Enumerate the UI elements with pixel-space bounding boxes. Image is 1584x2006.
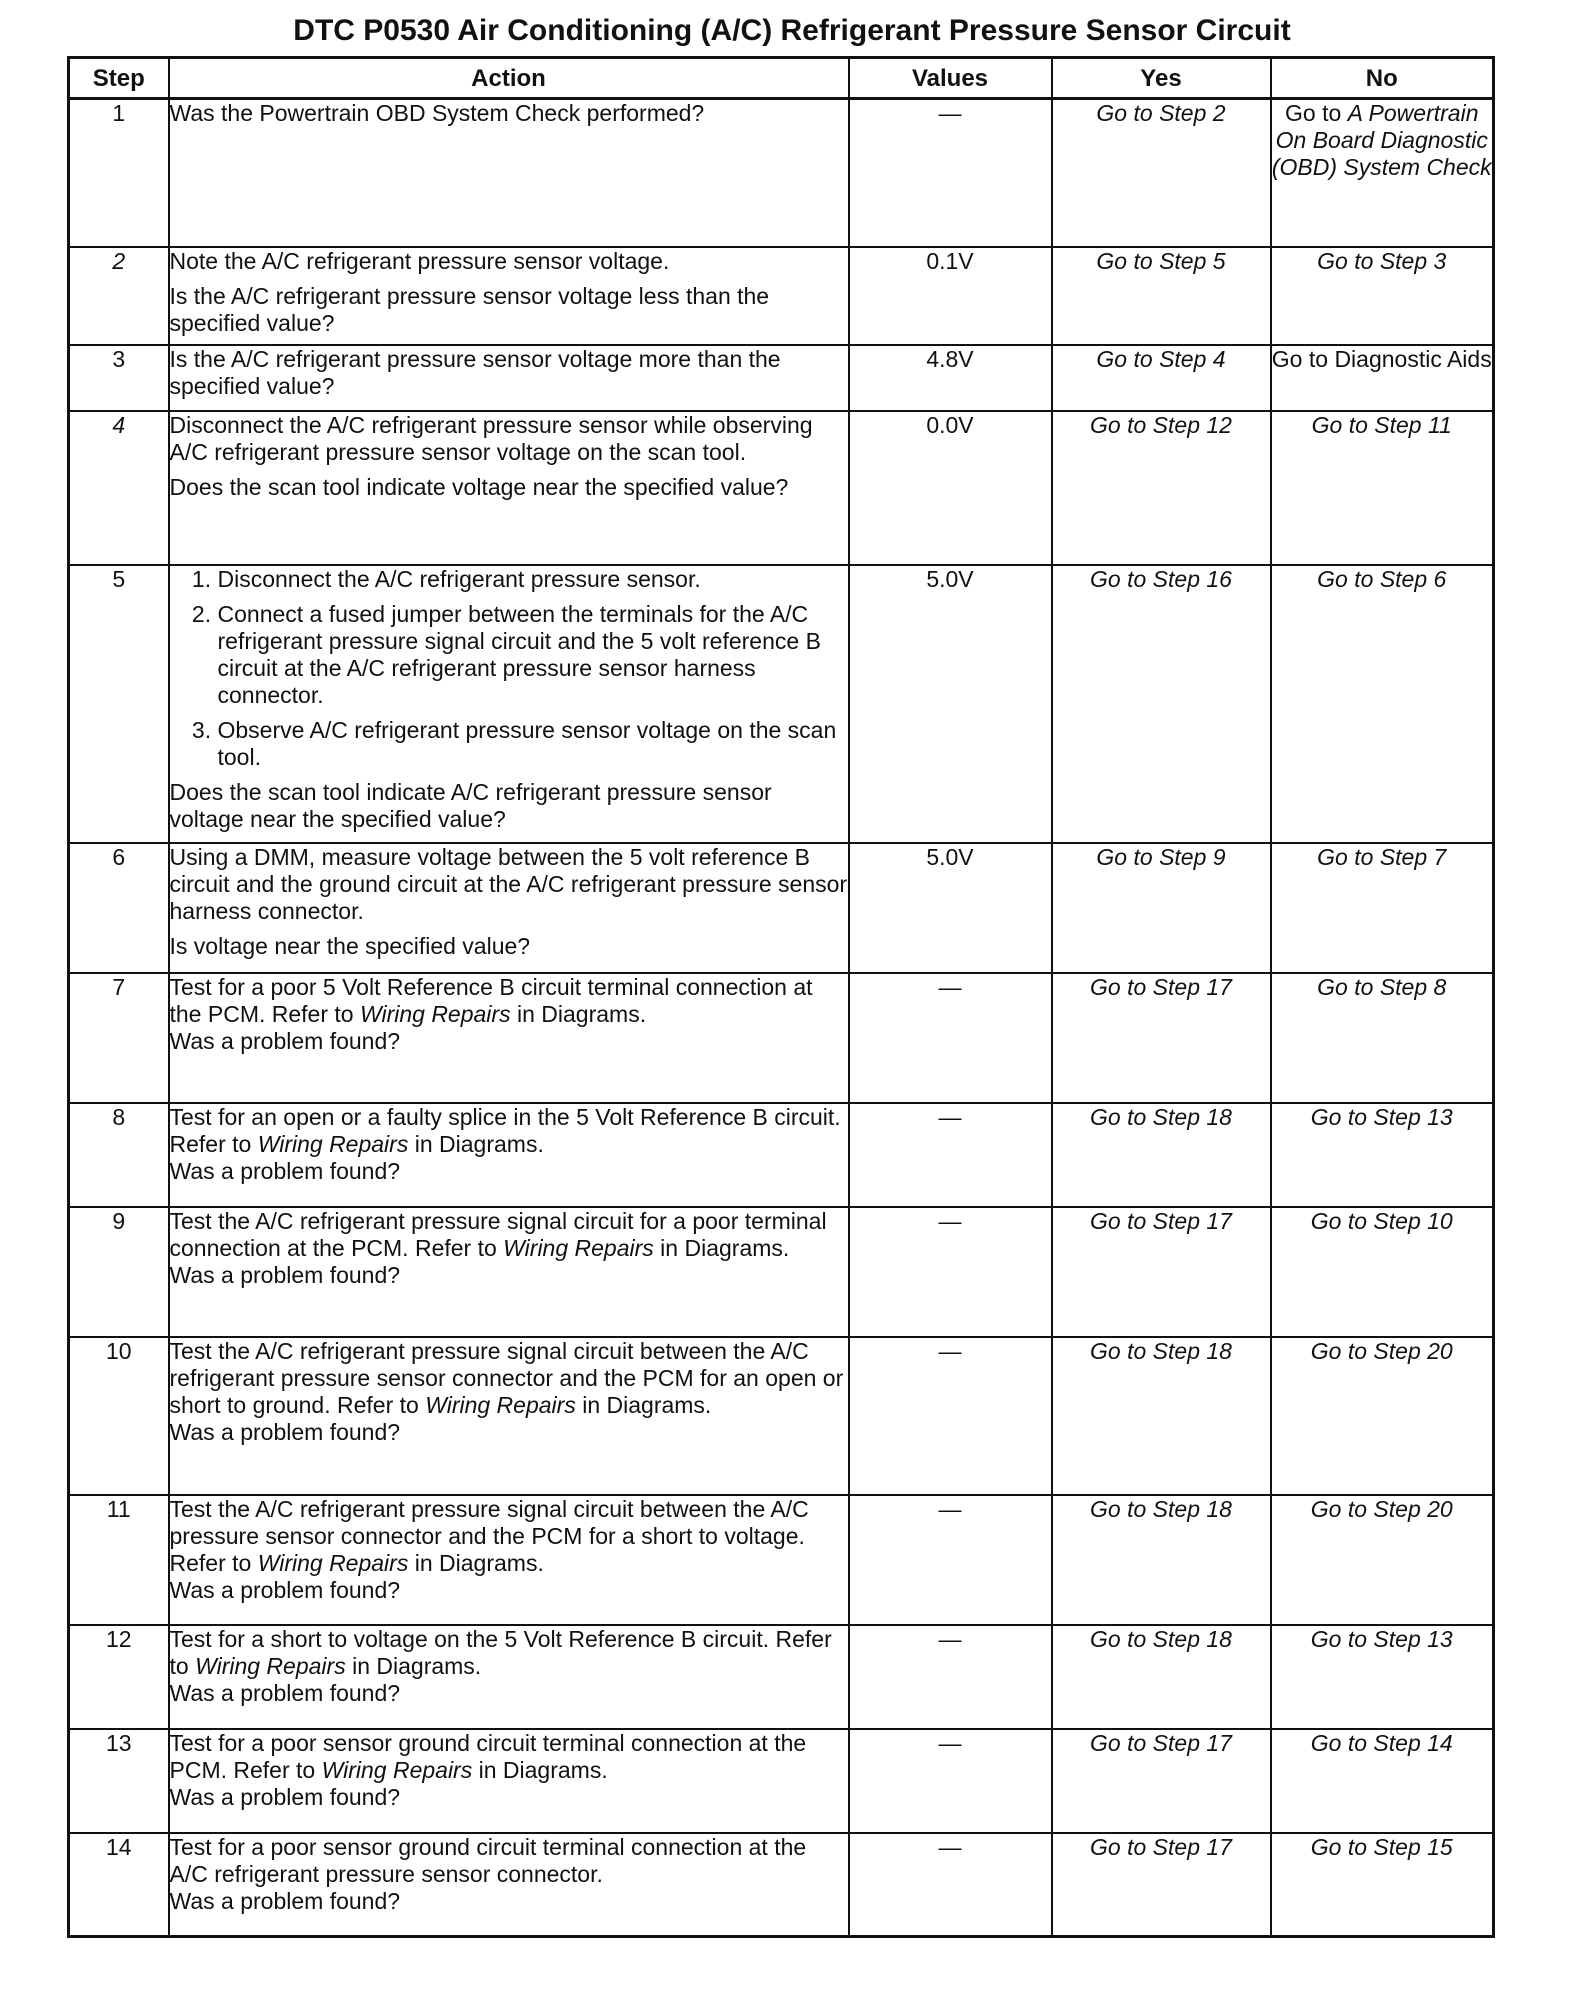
- value-cell: 5.0V: [849, 565, 1052, 843]
- yes-cell: Go to Step 17: [1052, 1833, 1271, 1937]
- no-cell: Go to Step 13: [1271, 1625, 1494, 1729]
- step-number: 14: [69, 1833, 169, 1937]
- step-number: 7: [69, 973, 169, 1103]
- yes-cell: Go to Step 5: [1052, 247, 1271, 345]
- value-cell: —: [849, 1103, 1052, 1207]
- action-text: Using a DMM, measure voltage between the 5 volt reference B circuit and the ground circuit at the A/C refrigerant pressure sensor harness connector.: [169, 843, 848, 924]
- value-cell: —: [849, 1495, 1052, 1625]
- procedure-step: 3. Observe A/C refrigerant pressure sensor voltage on the scan tool.: [218, 717, 848, 771]
- action-question: Does the scan tool indicate A/C refrigerant pressure sensor voltage near the specified value?: [169, 778, 772, 832]
- header-yes: Yes: [1052, 58, 1271, 99]
- action-cell: [169, 1833, 849, 1937]
- step-number: 5: [69, 565, 169, 843]
- yes-cell: Go to Step 18: [1052, 1625, 1271, 1729]
- no-cell: Go to Step 10: [1271, 1207, 1494, 1337]
- wiring-repairs-reference: Wiring Repairs: [257, 1549, 409, 1576]
- action-question: Was a problem found?: [169, 1783, 401, 1810]
- no-cell: Go to Step 3: [1271, 247, 1494, 345]
- action-text-part: Test the A/C refrigerant pressure signal circuit for a poor terminal connection at the PCM. Refer to: [169, 1207, 827, 1261]
- step-number: 3: [69, 345, 169, 411]
- action-text-part: in Diagrams.: [472, 1756, 608, 1783]
- action-text-part: in Diagrams.: [575, 1391, 712, 1418]
- action-text-part: in Diagrams.: [408, 1549, 544, 1576]
- value-cell: —: [849, 99, 1052, 247]
- page-title: DTC P0530 Air Conditioning (A/C) Refrigerant Pressure Sensor Circuit: [293, 14, 1291, 47]
- value-cell: 0.0V: [849, 411, 1052, 565]
- value-cell: —: [849, 1337, 1052, 1495]
- table-row: [69, 1337, 1494, 1495]
- wiring-repairs-reference: Wiring Repairs: [257, 1130, 409, 1157]
- wiring-repairs-reference: Wiring Repairs: [503, 1234, 654, 1261]
- no-cell: Go to Step 13: [1271, 1103, 1494, 1207]
- action-text: [170, 1730, 848, 1784]
- yes-cell: Go to Step 18: [1052, 1103, 1271, 1207]
- table-row: [69, 843, 1494, 973]
- step-number: 1: [69, 99, 169, 247]
- value-cell: 0.1V: [849, 247, 1052, 345]
- diagnostic-table: [67, 56, 1495, 1938]
- step-number: 10: [69, 1337, 169, 1495]
- step-number: 8: [69, 1103, 169, 1207]
- yes-cell: Go to Step 4: [1052, 345, 1271, 411]
- table-row: [69, 1103, 1494, 1207]
- action-question: Is the A/C refrigerant pressure sensor voltage less than the specified value?: [169, 282, 770, 336]
- action-text: [170, 974, 848, 1028]
- wiring-repairs-reference: Wiring Repairs: [425, 1391, 576, 1418]
- action-text-part: Test the A/C refrigerant pressure signal circuit between the A/C pressure sensor connector and the PCM for a short to voltage. Refer to: [169, 1495, 809, 1576]
- table-row: [69, 1833, 1494, 1937]
- no-cell: Go to Step 6: [1271, 565, 1494, 843]
- value-cell: —: [849, 1833, 1052, 1937]
- procedure-list: [170, 566, 848, 771]
- action-question: Was a problem found?: [169, 1418, 401, 1445]
- action-text: [170, 1208, 848, 1262]
- value-cell: —: [849, 1625, 1052, 1729]
- action-text-part: Test for a poor sensor ground circuit terminal connection at the PCM. Refer to: [169, 1729, 807, 1783]
- action-question: Is voltage near the specified value?: [169, 932, 531, 959]
- yes-cell: Go to Step 9: [1052, 843, 1271, 973]
- action-question: Was a problem found?: [169, 1576, 401, 1603]
- action-text-part: Test the A/C refrigerant pressure signal circuit between the A/C refrigerant pressure sensor connector and the PCM for an open or short to ground. Refer to: [169, 1337, 844, 1418]
- table-row: [69, 1625, 1494, 1729]
- procedure-step: 2. Connect a fused jumper between the terminals for the A/C refrigerant pressure signal circuit and the 5 volt reference B circuit at the A/C refrigerant pressure sensor harness connector.: [218, 601, 848, 709]
- action-text: [170, 1626, 848, 1680]
- action-text-part: Test for a short to voltage on the 5 Volt Reference B circuit. Refer to: [169, 1625, 832, 1679]
- no-cell: Go to Step 8: [1271, 973, 1494, 1103]
- step-number: 12: [69, 1625, 169, 1729]
- table-row: [69, 1729, 1494, 1833]
- no-cell: Go to Diagnostic Aids: [1271, 345, 1494, 411]
- no-cell: Go to Step 14: [1271, 1729, 1494, 1833]
- table-row: [69, 1495, 1494, 1625]
- header-no: No: [1271, 58, 1494, 99]
- step-number: 13: [69, 1729, 169, 1833]
- action-text: [170, 1496, 848, 1577]
- no-cell: Go to Step 15: [1271, 1833, 1494, 1937]
- yes-cell: Go to Step 18: [1052, 1337, 1271, 1495]
- action-question: Was a problem found?: [169, 1679, 401, 1706]
- action-cell: [169, 565, 849, 843]
- action-cell: [169, 99, 849, 247]
- table-row: [69, 345, 1494, 411]
- value-cell: —: [849, 973, 1052, 1103]
- action-text: [170, 1104, 848, 1158]
- action-question: Was a problem found?: [169, 1157, 401, 1184]
- action-cell: [169, 1337, 849, 1495]
- yes-cell: Go to Step 17: [1052, 1729, 1271, 1833]
- table-row: [69, 1207, 1494, 1337]
- action-cell: [169, 1103, 849, 1207]
- value-cell: 4.8V: [849, 345, 1052, 411]
- step-number: 6: [69, 843, 169, 973]
- yes-cell: Go to Step 17: [1052, 1207, 1271, 1337]
- no-cell: [1271, 99, 1494, 247]
- yes-cell: Go to Step 16: [1052, 565, 1271, 843]
- action-text: Disconnect the A/C refrigerant pressure sensor while observing A/C refrigerant pressure sensor voltage on the scan tool.: [169, 411, 813, 465]
- action-cell: [169, 247, 849, 345]
- no-cell: Go to Step 11: [1271, 411, 1494, 565]
- wiring-repairs-reference: Wiring Repairs: [321, 1756, 473, 1783]
- no-cell: Go to Step 20: [1271, 1337, 1494, 1495]
- header-action: Action: [169, 58, 849, 99]
- action-cell: [169, 1729, 849, 1833]
- no-reference: A Powertrain On Board Diagnostic (OBD) System Check: [1271, 100, 1492, 180]
- action-text: [170, 1338, 848, 1419]
- table-row: [69, 565, 1494, 843]
- action-text-part: Test for a poor 5 Volt Reference B circuit terminal connection at the PCM. Refer to: [169, 973, 813, 1027]
- action-text-part: in Diagrams.: [510, 1000, 647, 1027]
- action-cell: [169, 843, 849, 973]
- header-step: Step: [69, 58, 169, 99]
- procedure-step: 1. Disconnect the A/C refrigerant pressure sensor.: [218, 566, 848, 593]
- action-text-part: Test for an open or a faulty splice in the 5 Volt Reference B circuit. Refer to: [169, 1103, 841, 1157]
- table-row: [69, 973, 1494, 1103]
- action-text: Test for a poor sensor ground circuit terminal connection at the A/C refrigerant pressure sensor connector.: [169, 1833, 807, 1887]
- value-cell: —: [849, 1729, 1052, 1833]
- yes-cell: Go to Step 12: [1052, 411, 1271, 565]
- action-question: Was a problem found?: [169, 1887, 401, 1914]
- action-cell: [169, 1625, 849, 1729]
- action-question: Was a problem found?: [169, 1261, 401, 1288]
- action-question: Does the scan tool indicate voltage near the specified value?: [169, 473, 789, 500]
- value-cell: —: [849, 1207, 1052, 1337]
- no-text: Go to: [1285, 100, 1348, 126]
- step-number: 2: [69, 247, 169, 345]
- table-header-row: [69, 58, 1494, 99]
- action-cell: [169, 1495, 849, 1625]
- header-values: Values: [849, 58, 1052, 99]
- action-text-part: in Diagrams.: [653, 1234, 790, 1261]
- action-question: Is the A/C refrigerant pressure sensor voltage more than the specified value?: [169, 345, 781, 399]
- wiring-repairs-reference: Wiring Repairs: [359, 1000, 511, 1027]
- action-cell: [169, 345, 849, 411]
- value-cell: 5.0V: [849, 843, 1052, 973]
- no-cell: Go to Step 20: [1271, 1495, 1494, 1625]
- action-cell: [169, 973, 849, 1103]
- table-row: [69, 411, 1494, 565]
- step-number: 4: [69, 411, 169, 565]
- action-text-part: in Diagrams.: [408, 1130, 544, 1157]
- action-cell: [169, 1207, 849, 1337]
- action-cell: [169, 411, 849, 565]
- table-row: [69, 99, 1494, 247]
- action-text-part: in Diagrams.: [345, 1652, 482, 1679]
- action-question: Was a problem found?: [169, 1027, 401, 1054]
- step-number: 9: [69, 1207, 169, 1337]
- yes-cell: Go to Step 18: [1052, 1495, 1271, 1625]
- action-text: Was the Powertrain OBD System Check performed?: [169, 100, 705, 126]
- table-row: [69, 247, 1494, 345]
- wiring-repairs-reference: Wiring Repairs: [195, 1652, 346, 1679]
- yes-cell: Go to Step 2: [1052, 99, 1271, 247]
- action-text: Note the A/C refrigerant pressure sensor voltage.: [169, 247, 670, 274]
- step-number: 11: [69, 1495, 169, 1625]
- no-cell: Go to Step 7: [1271, 843, 1494, 973]
- yes-cell: Go to Step 17: [1052, 973, 1271, 1103]
